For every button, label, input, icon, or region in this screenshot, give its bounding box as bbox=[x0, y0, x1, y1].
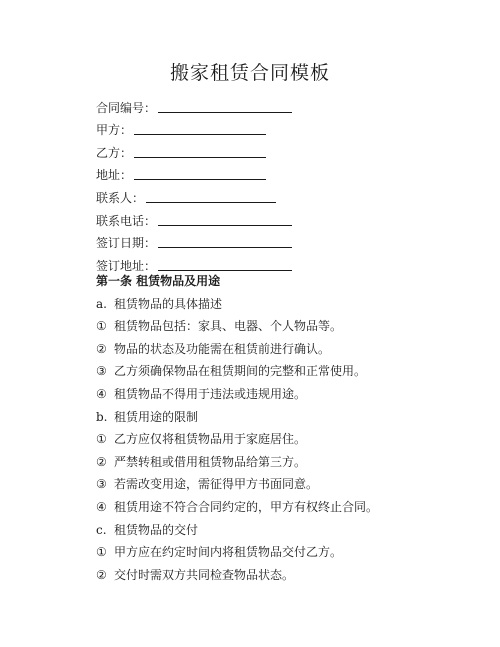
field-label: 签订地址： bbox=[96, 258, 157, 273]
field-label: 乙方： bbox=[96, 145, 133, 160]
party-b-field bbox=[96, 137, 416, 160]
item-marker: ① bbox=[96, 432, 107, 447]
document-title: 搬家租赁合同模板 bbox=[169, 62, 330, 84]
contract-body bbox=[96, 270, 436, 586]
item-text: 租赁物品不得用于违法或违规用途。 bbox=[114, 386, 307, 401]
fill-in-blank bbox=[134, 122, 266, 135]
list-item bbox=[96, 338, 436, 361]
subsection-title-c bbox=[96, 519, 436, 542]
field-label: 合同编号： bbox=[96, 100, 157, 115]
item-marker: ② bbox=[96, 341, 107, 356]
subsection-marker: a. bbox=[96, 296, 107, 311]
fill-in-blank bbox=[134, 145, 266, 158]
item-text: 乙方须确保物品在租赁期间的完整和正常使用。 bbox=[114, 364, 367, 379]
subsection-text: 租赁用途的限制 bbox=[114, 409, 199, 424]
item-marker: ③ bbox=[96, 477, 107, 492]
item-text: 若需改变用途，需征得甲方书面同意。 bbox=[114, 477, 319, 492]
contract-number-field bbox=[96, 92, 416, 115]
list-item bbox=[96, 360, 436, 383]
item-text: 租赁用途不符合合同约定的，甲方有权终止合同。 bbox=[114, 499, 379, 514]
field-label: 甲方： bbox=[96, 123, 133, 138]
list-item bbox=[96, 383, 436, 406]
fill-in-blank bbox=[158, 100, 292, 113]
field-label: 联系人： bbox=[96, 190, 145, 205]
subsection-marker: c. bbox=[96, 522, 107, 537]
item-marker: ② bbox=[96, 454, 107, 469]
list-item bbox=[96, 428, 436, 451]
list-item bbox=[96, 564, 436, 587]
contract-info-fields bbox=[96, 92, 416, 273]
subsection-marker: b. bbox=[96, 409, 108, 424]
contact-phone-field bbox=[96, 205, 416, 228]
item-marker: ③ bbox=[96, 364, 107, 379]
section-heading: 第一条 租赁物品及用途 bbox=[96, 274, 221, 288]
field-label: 签订日期： bbox=[96, 236, 157, 251]
item-text: 乙方应仅将租赁物品用于家庭居住。 bbox=[114, 432, 307, 447]
field-label: 联系电话： bbox=[96, 213, 157, 228]
address-field bbox=[96, 160, 416, 183]
item-marker: ④ bbox=[96, 499, 107, 514]
list-item bbox=[96, 473, 436, 496]
fill-in-blank bbox=[158, 258, 292, 271]
subsection-title-b bbox=[96, 406, 436, 429]
fill-in-blank bbox=[134, 167, 266, 180]
fill-in-blank bbox=[158, 213, 292, 226]
item-text: 交付时需双方共同检查物品状态。 bbox=[114, 567, 295, 582]
signing-date-field bbox=[96, 228, 416, 251]
item-marker: ② bbox=[96, 567, 107, 582]
item-text: 严禁转租或借用租赁物品给第三方。 bbox=[114, 454, 307, 469]
list-item bbox=[96, 451, 436, 474]
party-a-field bbox=[96, 115, 416, 138]
item-marker: ① bbox=[96, 545, 107, 560]
fill-in-blank bbox=[158, 235, 292, 248]
item-text: 甲方应在约定时间内将租赁物品交付乙方。 bbox=[114, 545, 343, 560]
fill-in-blank bbox=[146, 190, 276, 203]
item-text: 物品的状态及功能需在租赁前进行确认。 bbox=[114, 341, 331, 356]
list-item bbox=[96, 315, 436, 338]
subsection-text: 租赁物品的交付 bbox=[114, 522, 199, 537]
field-label: 地址： bbox=[96, 168, 133, 183]
item-marker: ① bbox=[96, 319, 107, 334]
contact-person-field bbox=[96, 182, 416, 205]
item-marker: ④ bbox=[96, 386, 107, 401]
item-text: 租赁物品包括：家具、电器、个人物品等。 bbox=[114, 319, 343, 334]
subsection-text: 租赁物品的具体描述 bbox=[114, 296, 223, 311]
list-item bbox=[96, 541, 436, 564]
subsection-title-a bbox=[96, 293, 436, 316]
list-item bbox=[96, 496, 436, 519]
